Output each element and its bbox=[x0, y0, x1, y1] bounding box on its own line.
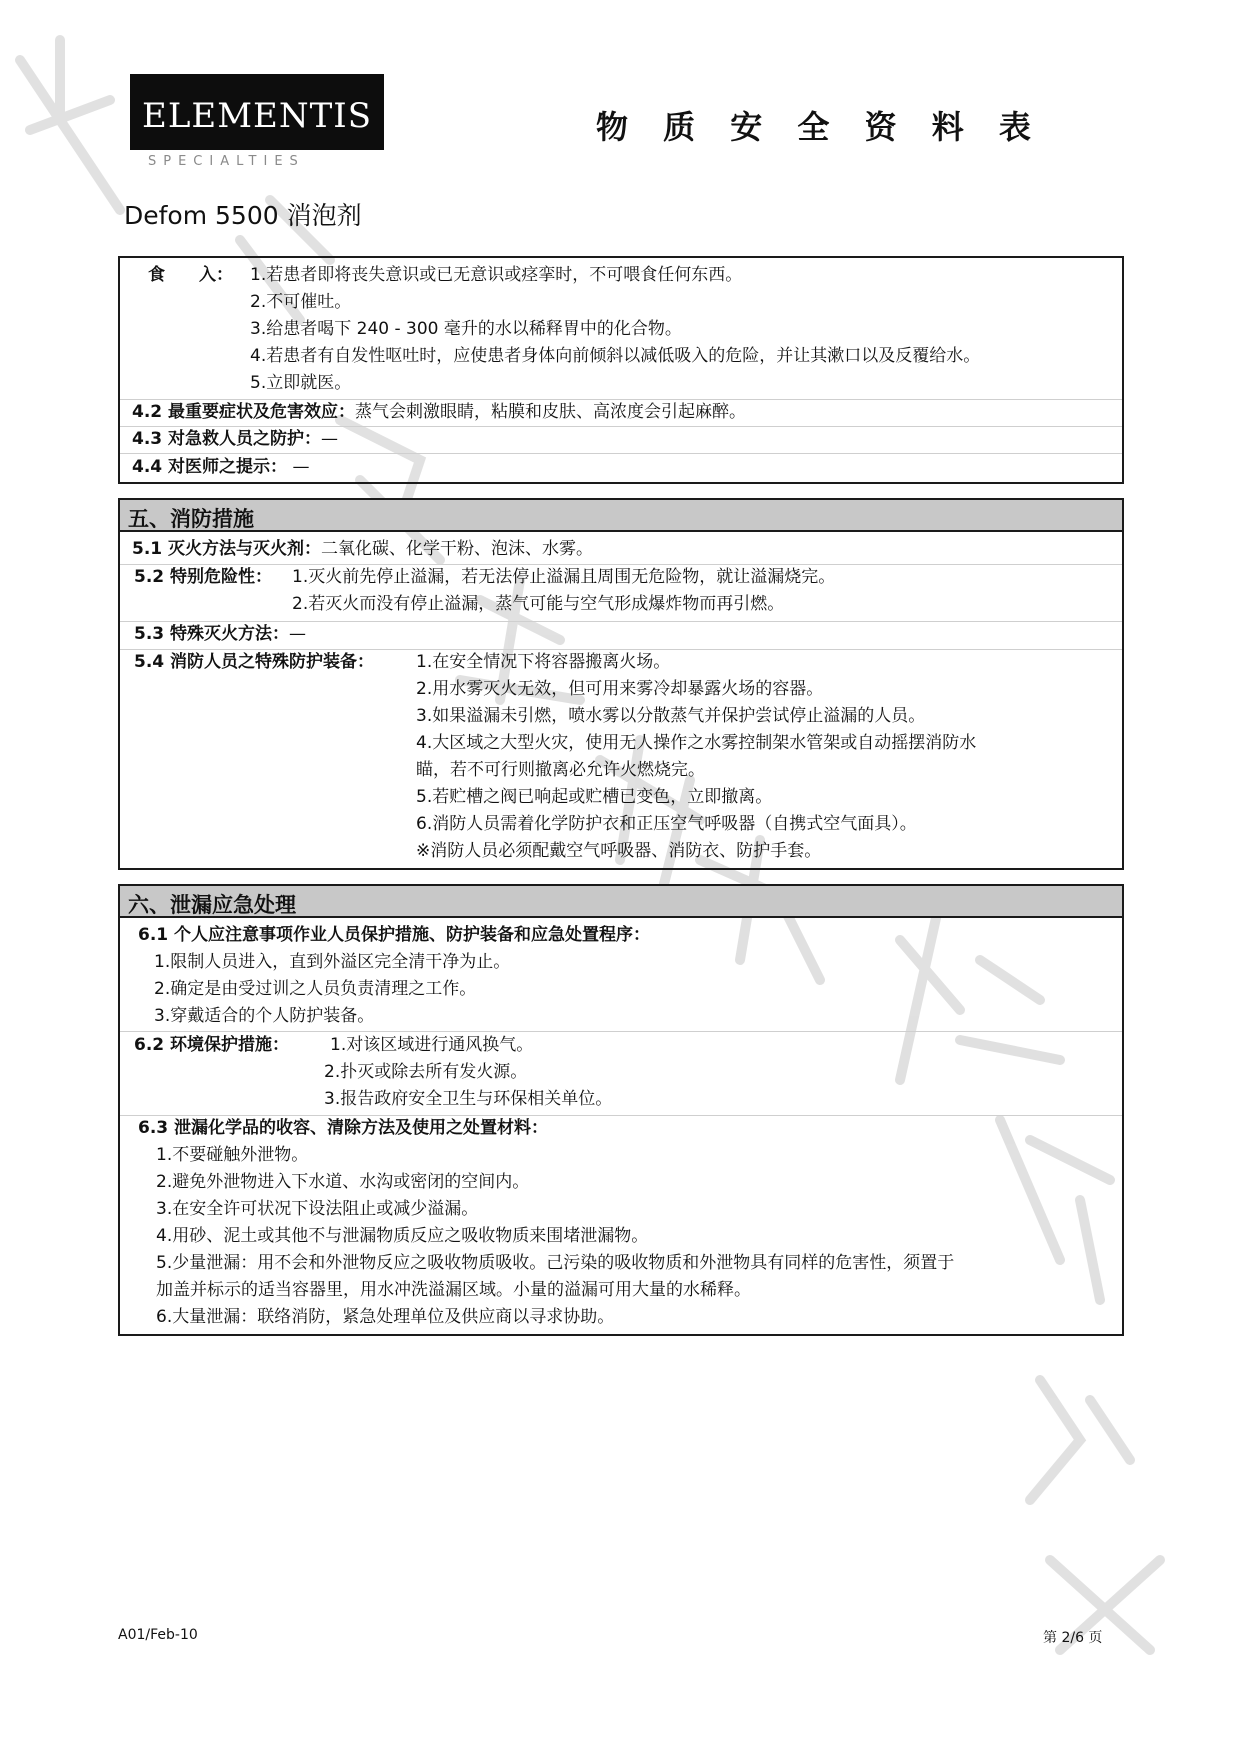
document-code: A01/Feb-10 bbox=[118, 1627, 198, 1643]
logo-main-text: ELEMENTIS bbox=[142, 96, 372, 136]
section-4-first-aid bbox=[118, 256, 1124, 484]
l63-item-4: 4.用砂、泥土或其他不与泄漏物质反应之吸收物质来围堵泄漏物。 bbox=[156, 1226, 649, 1246]
l53-text: — bbox=[289, 624, 307, 644]
l62-label: 6.2 环境保护措施： bbox=[134, 1035, 290, 1055]
l54-item-4-cont: 瞄，若不可行则撤离必允许火燃烧完。 bbox=[416, 760, 705, 780]
product-name: Defom 5500 消泡剂 bbox=[124, 201, 362, 230]
l54-item-1: 1.在安全情况下将容器搬离火场。 bbox=[416, 652, 671, 672]
l54-label: 5.4 消防人员之特殊防护装备： bbox=[134, 652, 375, 672]
l44-label: 4.4 对医师之提示： bbox=[132, 457, 288, 477]
l63-item-6: 6.大量泄漏：联络消防，紧急处理单位及供应商以寻求协助。 bbox=[156, 1307, 615, 1327]
section-5-fire-fighting bbox=[118, 498, 1124, 870]
section-5-title: 五、消防措施 bbox=[120, 500, 1122, 532]
section-6-accidental-release bbox=[118, 884, 1124, 1336]
section-6-title: 六、泄漏应急处理 bbox=[120, 886, 1122, 918]
company-logo bbox=[130, 74, 384, 150]
ingest-item-2: 2.不可催吐。 bbox=[250, 292, 352, 312]
l63-item-2: 2.避免外泄物进入下水道、水沟或密闭的空间内。 bbox=[156, 1172, 530, 1192]
l61-item-2: 2.确定是由受过训之人员负责清理之工作。 bbox=[154, 979, 477, 999]
l63-item-5: 5.少量泄漏：用不会和外泄物反应之吸收物质吸收。己污染的吸收物质和外泄物具有同样的危害性，须置于 bbox=[156, 1253, 955, 1273]
l54-item-5: 5.若贮槽之阀已响起或贮槽已变色，立即撤离。 bbox=[416, 787, 773, 807]
l63-item-3: 3.在安全许可状况下设法阻止或减少溢漏。 bbox=[156, 1199, 479, 1219]
ingest-item-4: 4.若患者有自发性呕吐时，应使患者身体向前倾斜以减低吸入的危险，并让其漱口以及反覆给水。 bbox=[250, 346, 981, 366]
ingest-label: 食 入： bbox=[148, 265, 233, 285]
ingest-item-1: 1.若患者即将丧失意识或已无意识或痉挛时，不可喂食任何东西。 bbox=[250, 265, 743, 285]
l63-item-1: 1.不要碰触外泄物。 bbox=[156, 1145, 309, 1165]
l54-item-6: 6.消防人员需着化学防护衣和正压空气呼吸器（自携式空气面具）。 bbox=[416, 814, 917, 834]
l61-label: 6.1 个人应注意事项作业人员保护措施、防护装备和应急处置程序： bbox=[138, 925, 651, 945]
l51-text: 二氧化碳、化学干粉、泡沫、水雾。 bbox=[321, 539, 594, 559]
l52-item-2: 2.若灭火而没有停止溢漏，蒸气可能与空气形成爆炸物而再引燃。 bbox=[292, 594, 785, 614]
l44-text: — bbox=[287, 457, 310, 477]
l62-item-1: 1.对该区域进行通风换气。 bbox=[330, 1035, 534, 1055]
l42-text: 蒸气会刺激眼睛，粘膜和皮肤、高浓度会引起麻醉。 bbox=[355, 402, 747, 422]
page-number: 第 2/6 页 bbox=[1043, 1630, 1103, 1646]
l54-note: ※消防人员必须配戴空气呼吸器、消防衣、防护手套。 bbox=[416, 841, 822, 861]
ingest-item-5: 5.立即就医。 bbox=[250, 373, 352, 393]
l43-text: — bbox=[321, 429, 339, 449]
l61-item-1: 1.限制人员进入，直到外溢区完全清干净为止。 bbox=[154, 952, 511, 972]
l52-label: 5.2 特别危险性： bbox=[134, 567, 273, 587]
l61-item-3: 3.穿戴适合的个人防护装备。 bbox=[154, 1006, 375, 1026]
l53-label: 5.3 特殊灭火方法： bbox=[134, 624, 290, 644]
l62-item-3: 3.报告政府安全卫生与环保相关单位。 bbox=[324, 1089, 613, 1109]
ingest-item-3: 3.给患者喝下 240 - 300 毫升的水以稀释胃中的化合物。 bbox=[250, 319, 682, 339]
logo-sub-text: SPECIALTIES bbox=[148, 154, 305, 169]
l62-item-2: 2.扑灭或除去所有发火源。 bbox=[324, 1062, 528, 1082]
l43-label: 4.3 对急救人员之防护： bbox=[132, 429, 322, 449]
l54-item-3: 3.如果溢漏未引燃，喷水雾以分散蒸气并保护尝试停止溢漏的人员。 bbox=[416, 706, 926, 726]
l51-label: 5.1 灭火方法与灭火剂： bbox=[132, 539, 322, 559]
l54-item-2: 2.用水雾灭火无效，但可用来雾冷却暴露火场的容器。 bbox=[416, 679, 824, 699]
l52-item-1: 1.灭火前先停止溢漏，若无法停止溢漏且周围无危险物，就让溢漏烧完。 bbox=[292, 567, 836, 587]
l63-item-5-cont: 加盖并标示的适当容器里，用水冲洗溢漏区域。小量的溢漏可用大量的水稀释。 bbox=[156, 1280, 751, 1300]
l42-label: 4.2 最重要症状及危害效应： bbox=[132, 402, 356, 422]
document-title: 物 质 安 全 资 料 表 bbox=[596, 108, 1043, 146]
l63-label: 6.3 泄漏化学品的收容、清除方法及使用之处置材料： bbox=[138, 1118, 549, 1138]
l54-item-4: 4.大区域之大型火灾，使用无人操作之水雾控制架水管架或自动摇摆消防水 bbox=[416, 733, 977, 753]
